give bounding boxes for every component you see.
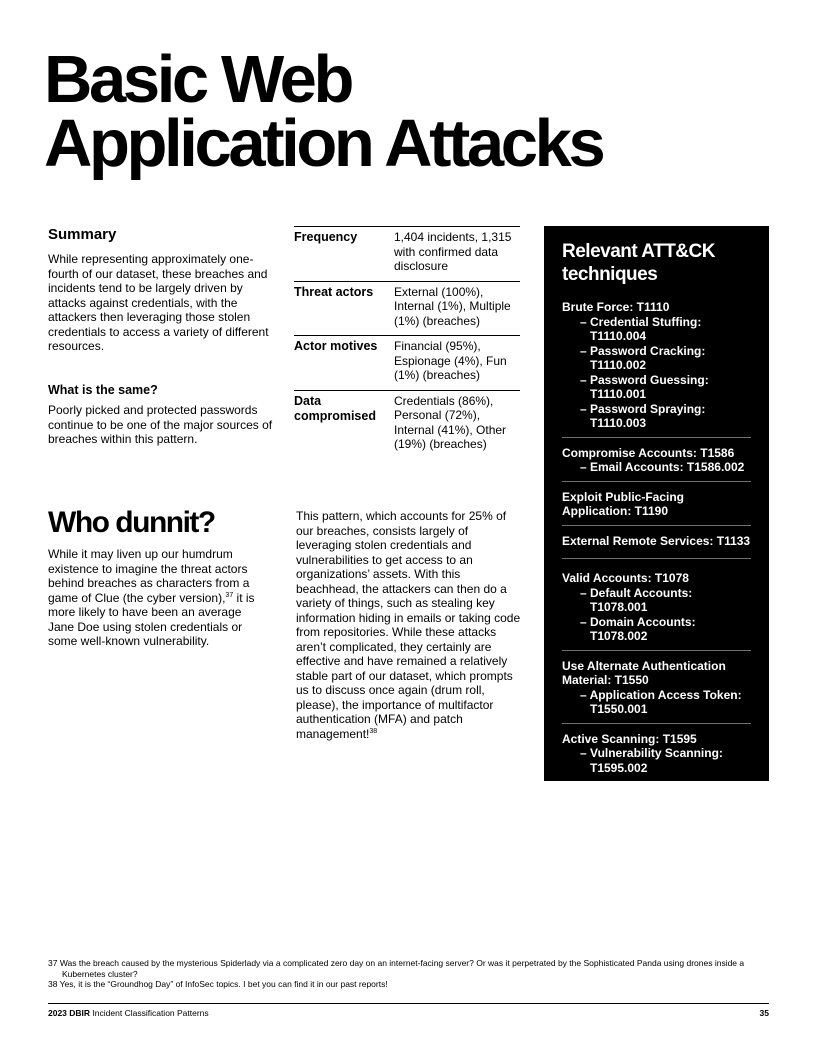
facts-label: Threat actors [294, 284, 374, 299]
technique-main: Valid Accounts: T1078 [562, 571, 689, 585]
summary-text: While representing approximately one-fourth of our dataset, these breaches and incidents tend to be largely driven by attacks against credentials, with the attackers then leveraging those stolen credentials to access a variety of different resources. [48, 252, 269, 353]
facts-row-threat-actors [294, 282, 520, 337]
footnote-37: 37 Was the breach caused by the mysterious Spiderlady via a complicated zero day on an internet-facing server? Or was it perpetrated by the Sophisticated Panda using drones inside a Kubernetes cluster? [48, 958, 745, 979]
technique-sub-code: T1110.002 [590, 358, 647, 372]
summary-heading: Summary [48, 226, 117, 243]
technique-main: Use Alternate Authentication Material: T1550 [562, 658, 726, 687]
technique-sub-code: T1550.001 [590, 702, 648, 716]
pattern-text-body: This pattern, which accounts for 25% of our breaches, consists largely of leveraging stolen credentials and vulnerabilities to get access to an organizations’ assets. With this beachhead, the attackers can then do a variety of things, such as stealing key information hiding in emails or taking code from repositories. While these attacks aren’t complicated, they certainly are effective and have remained a relatively stable part of our dataset, which prompts us to discuss once again (drum roll, please), the importance of multifactor authentication (MFA) and patch management! [296, 509, 521, 741]
technique-sub-code: T1110.003 [590, 416, 647, 430]
footer-label [48, 1008, 209, 1018]
technique-sub-code: T1078.001 [590, 600, 648, 614]
pattern-text [296, 509, 522, 741]
technique-sub: – Domain Accounts: [580, 614, 696, 629]
footnotes [48, 958, 748, 990]
whodunnit-heading: Who dunnit? [48, 506, 215, 539]
technique-sub-code: T1595.002 [590, 760, 648, 775]
facts-value: Credentials (86%), Personal (72%), Internal (41%), Other (19%) (breaches) [394, 393, 507, 451]
footnote-ref-38: 38 [369, 727, 378, 735]
facts-label: Data compromised [294, 393, 376, 423]
footer-section: Incident Classification Patterns [92, 1008, 209, 1018]
technique-group [562, 571, 751, 651]
technique-group [562, 490, 751, 526]
facts-label: Actor motives [294, 339, 378, 353]
technique-main: External Remote Services: T1133 [562, 533, 751, 548]
summary-section [48, 226, 273, 354]
technique-sub: – Password Guessing: [580, 372, 709, 387]
technique-sub: – Email Accounts: T1586.002 [580, 460, 745, 474]
footnote-ref-37: 37 [225, 591, 234, 599]
footer-divider [48, 1003, 769, 1004]
technique-sub: – Vulnerability Scanning: [580, 746, 723, 760]
page-title-line-1: Basic Web [44, 42, 352, 117]
whodunnit-text [48, 547, 266, 649]
attck-heading: Relevant ATT&CK techniques [562, 241, 715, 285]
page-title-line-2: Application Attacks [44, 106, 603, 181]
same-heading: What is the same? [48, 383, 158, 397]
same-text: Poorly picked and protected passwords continue to be one of the major sources of breaches within this pattern. [48, 403, 273, 446]
footer-report: 2023 DBIR [48, 1008, 91, 1018]
whodunnit-section [48, 547, 266, 649]
technique-group [562, 300, 751, 438]
facts-value: External (100%), Internal (1%), Multiple (1%) (breaches) [394, 284, 511, 328]
facts-row-frequency [294, 227, 520, 282]
footnote-38: 38 Yes, it is the “Groundhog Day” of InfoSec topics. I bet you can find it in our past reports! [48, 979, 388, 989]
technique-sub-code: T1110.001 [590, 387, 647, 401]
whodunnit-text-after: it is more likely to have been an average Jane Doe using stolen credentials or some well-known vulnerability. [48, 590, 255, 648]
facts-table [294, 226, 520, 459]
facts-value: Financial (95%), Espionage (4%), Fun (1%) (breaches) [394, 339, 507, 382]
technique-main: Brute Force: T1110 [562, 300, 670, 314]
facts-value: 1,404 incidents, 1,315 with confirmed data disclosure [394, 230, 512, 273]
technique-sub: – Default Accounts: [580, 585, 693, 600]
technique-sub: – Credential Stuffing: [580, 314, 702, 329]
technique-sub-code: T1110.004 [590, 329, 647, 343]
attck-box [544, 226, 769, 781]
technique-group [562, 446, 751, 482]
technique-main: Exploit Public-Facing Application: T1190 [562, 489, 685, 518]
page-number: 35 [759, 1008, 769, 1018]
same-section [48, 383, 273, 447]
technique-group [562, 732, 751, 782]
facts-row-actor-motives [294, 336, 520, 391]
technique-sub: – Password Cracking: [580, 343, 706, 358]
pattern-section [296, 509, 522, 741]
technique-main: Active Scanning: T1595 [562, 731, 697, 746]
technique-group [562, 534, 751, 560]
whodunnit-text-before: While it may liven up our humdrum existence to imagine the threat actors behind breaches as characters from a game of Clue (the cyber version), [48, 547, 250, 605]
technique-sub: – Password Spraying: [580, 401, 706, 416]
technique-sub: – Application Access Token: [580, 687, 742, 702]
page-title [44, 42, 784, 181]
technique-sub-code: T1078.002 [590, 629, 648, 643]
technique-main: Compromise Accounts: T1586 [562, 445, 735, 460]
technique-group [562, 659, 751, 724]
facts-row-data-compromised [294, 391, 520, 459]
facts-label: Frequency [294, 230, 358, 244]
